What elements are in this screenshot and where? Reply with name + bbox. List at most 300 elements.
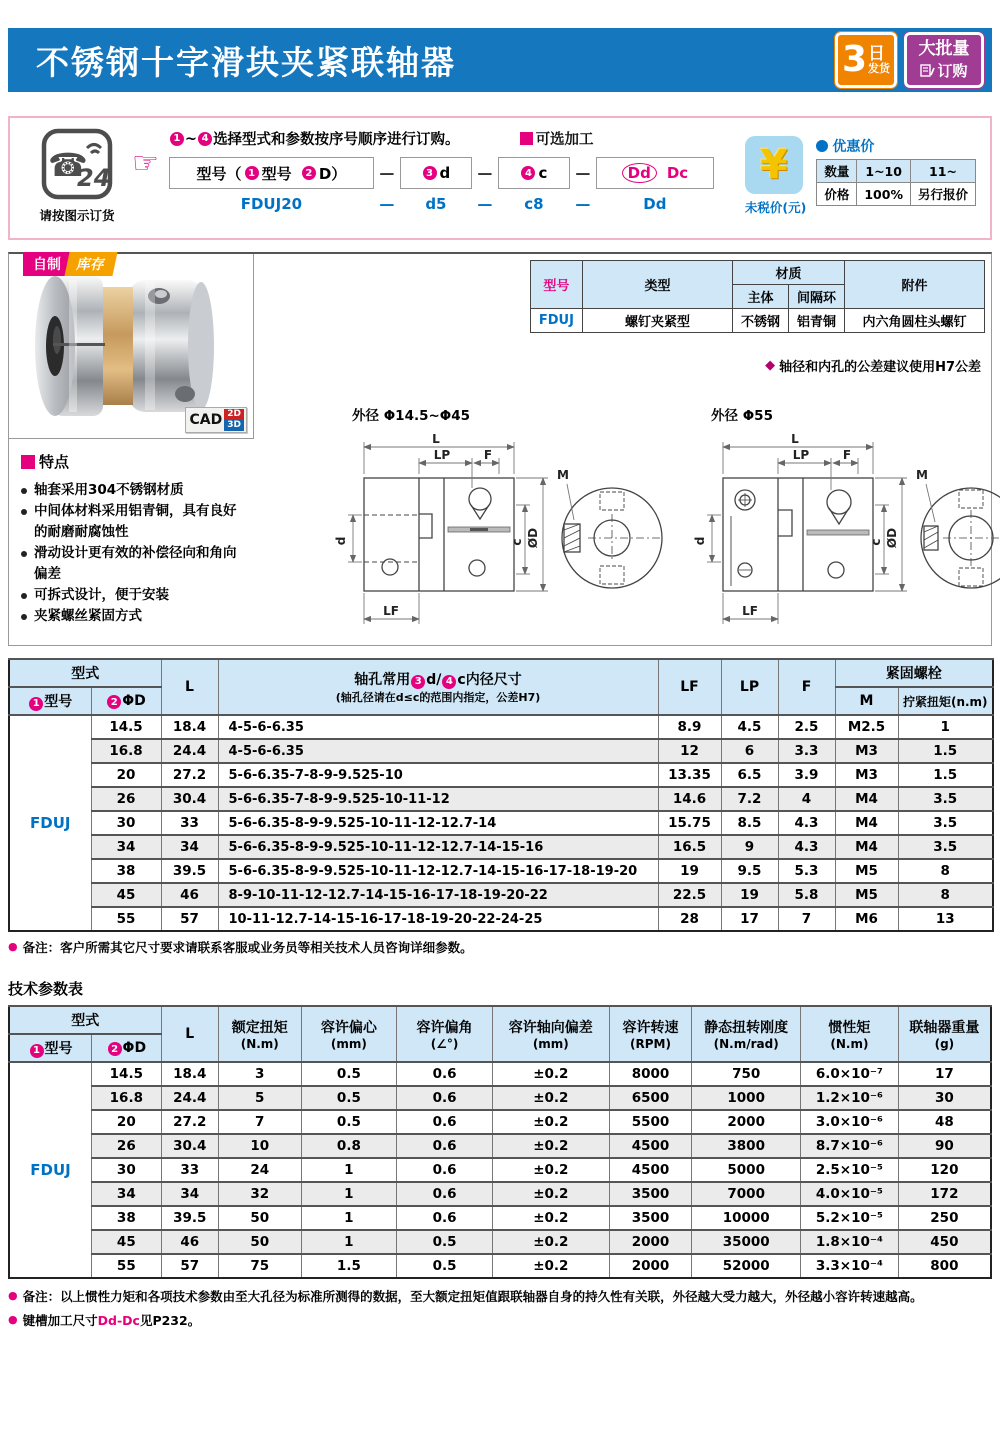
cell: 9.5 xyxy=(721,859,778,883)
example-c: c8 xyxy=(524,195,544,213)
keyway-option-box xyxy=(596,157,714,189)
table-row xyxy=(9,1230,991,1254)
example-dash: — xyxy=(379,195,395,213)
cell: 55 xyxy=(91,907,161,931)
cell: 1.2×10⁻⁶ xyxy=(801,1086,899,1110)
header-angle: 容许偏角 (∠°) xyxy=(397,1006,493,1062)
bulk-order-badge xyxy=(904,32,984,88)
header-F: F xyxy=(778,659,835,715)
price-block xyxy=(745,136,976,216)
cell: 30 xyxy=(898,1086,991,1110)
cell: 5.3 xyxy=(778,859,835,883)
pink-square-icon xyxy=(520,132,533,145)
bullet-icon: ● xyxy=(8,1289,18,1302)
note-text: 备注：客户所需其它尺寸要求请联系客服或业务员等相关技术人员咨询详细参数。 xyxy=(22,940,473,955)
table-row xyxy=(9,763,993,787)
badge-day-label: 日 xyxy=(868,43,886,64)
feature-item: 可拆式设计，便于安装 xyxy=(21,585,248,606)
cell: 18.4 xyxy=(161,1062,218,1086)
svg-text:LP: LP xyxy=(433,448,451,462)
header-L: L xyxy=(161,1006,218,1062)
cell: 16.8 xyxy=(92,1086,161,1110)
tech-table-title: 技术参数表 xyxy=(8,980,84,998)
discount-table xyxy=(816,159,976,206)
product-photo-frame xyxy=(9,254,254,439)
cell: 0.6 xyxy=(397,1182,493,1206)
cell: 3.9 xyxy=(778,763,835,787)
cell: 8000 xyxy=(609,1062,692,1086)
svg-text:LF: LF xyxy=(742,604,758,618)
cell: 38 xyxy=(91,859,161,883)
blue-dot-icon xyxy=(816,140,828,152)
yen-icon: ¥ xyxy=(745,136,803,194)
features-block xyxy=(9,439,254,626)
phone-order-block xyxy=(22,128,132,228)
spec-table xyxy=(530,260,985,333)
cell: 11~ xyxy=(910,160,975,183)
cell: 46 xyxy=(161,1230,218,1254)
cell: 4 xyxy=(778,787,835,811)
cell: 35000 xyxy=(692,1230,801,1254)
discount-price-title xyxy=(816,136,976,156)
cell: 0.5 xyxy=(397,1230,493,1254)
cell: 0.6 xyxy=(397,1086,493,1110)
table-row xyxy=(9,811,993,835)
cell: 250 xyxy=(898,1206,991,1230)
discount-title-text: 优惠价 xyxy=(832,139,875,155)
header-eccentricity: 容许偏心 (mm) xyxy=(301,1006,397,1062)
header-od: 2 ΦD xyxy=(91,687,161,715)
ship-3day-badge xyxy=(835,32,897,88)
ordering-section xyxy=(8,116,992,240)
cell: 8.9 xyxy=(658,715,721,739)
cell: 0.6 xyxy=(397,1134,493,1158)
cell: 57 xyxy=(161,907,218,931)
cell: 17 xyxy=(898,1062,991,1086)
cell: 2000 xyxy=(609,1254,692,1278)
cell: 7 xyxy=(778,907,835,931)
cell: 螺钉夹紧型 xyxy=(582,309,732,333)
cell: 数量 xyxy=(817,160,857,183)
marker-2: 2 xyxy=(302,166,316,180)
marker-3: 3 xyxy=(423,166,437,180)
cell: 39.5 xyxy=(161,859,218,883)
cell: 50 xyxy=(218,1230,301,1254)
table-row xyxy=(9,1206,991,1230)
cell: 24.4 xyxy=(161,739,218,763)
table-row xyxy=(9,883,993,907)
pink-square-icon xyxy=(21,455,35,469)
cell: 5 xyxy=(218,1086,301,1110)
marker-4: 4 xyxy=(442,675,456,689)
cell: ±0.2 xyxy=(492,1206,609,1230)
cell: 450 xyxy=(898,1230,991,1254)
header-rpm: 容许转速 (RPM) xyxy=(609,1006,692,1062)
cell: 22.5 xyxy=(658,883,721,907)
cell: 0.8 xyxy=(301,1134,397,1158)
cell: 3500 xyxy=(609,1206,692,1230)
header-inertia: 惯性矩 (N.m) xyxy=(801,1006,899,1062)
cell: 5500 xyxy=(609,1110,692,1134)
cell: 1 xyxy=(898,715,993,739)
cad-label: CAD xyxy=(189,412,223,429)
tech-note-1 xyxy=(8,1287,992,1305)
cell: 30 xyxy=(91,811,161,835)
cell: ±0.2 xyxy=(492,1134,609,1158)
cell: 1.8×10⁻⁴ xyxy=(801,1230,899,1254)
svg-text:ØD: ØD xyxy=(885,527,899,549)
cell: 4500 xyxy=(609,1134,692,1158)
cell: 5-6-6.35-8-9-9.525-10-11-12-12.7-14-15-16 xyxy=(218,835,658,859)
example-dash: — xyxy=(575,195,591,213)
table-row xyxy=(817,160,976,183)
cell: 34 xyxy=(161,835,218,859)
svg-text:c: c xyxy=(510,538,524,546)
drawing-title: 外径 Φ55 xyxy=(711,408,773,424)
table-header-row xyxy=(9,659,993,687)
model-code-box xyxy=(169,157,374,189)
cad-2d-label: 2D xyxy=(224,409,244,420)
cell: M5 xyxy=(835,883,898,907)
cell: 10 xyxy=(218,1134,301,1158)
header-LF: LF xyxy=(658,659,721,715)
spec-header-body: 主体 xyxy=(732,285,788,309)
cell: 75 xyxy=(218,1254,301,1278)
header-model: 1 型号 xyxy=(9,687,91,715)
cell: 26 xyxy=(92,1134,161,1158)
bullet-icon: ● xyxy=(8,940,18,953)
cell: 8 xyxy=(898,883,993,907)
cell: 另行报价 xyxy=(910,183,975,206)
cell: 0.6 xyxy=(397,1062,493,1086)
cell: ±0.2 xyxy=(492,1230,609,1254)
cell: M6 xyxy=(835,907,898,931)
cell: 34 xyxy=(91,835,161,859)
svg-text:L: L xyxy=(432,432,440,446)
cell: 1 xyxy=(301,1158,397,1182)
dd-option: Dd xyxy=(622,163,657,183)
cell: 27.2 xyxy=(161,763,218,787)
svg-text:F: F xyxy=(483,448,493,462)
cell: 3.5 xyxy=(898,787,993,811)
svg-text:24: 24 xyxy=(77,164,111,192)
cell: 3.0×10⁻⁶ xyxy=(801,1110,899,1134)
table-row xyxy=(9,715,993,739)
cell: 14.5 xyxy=(92,1062,161,1086)
cell: 4.3 xyxy=(778,811,835,835)
feature-item: 轴套采用304不锈钢材质 xyxy=(21,480,248,501)
table-row xyxy=(9,739,993,763)
dc-option: Dc xyxy=(666,164,689,182)
page-title: 不锈钢十字滑块夹紧联轴器 xyxy=(36,42,456,82)
cell: 120 xyxy=(898,1158,991,1182)
svg-text:ØD: ØD xyxy=(526,527,540,549)
cell: 30.4 xyxy=(161,1134,218,1158)
example-dash: — xyxy=(477,195,493,213)
dash: — xyxy=(379,164,395,182)
pointing-finger-icon: ☞ xyxy=(132,146,159,181)
box1-model: 型号 xyxy=(261,164,292,183)
header-LP: LP xyxy=(721,659,778,715)
cell: 90 xyxy=(898,1134,991,1158)
svg-text:M: M xyxy=(557,468,569,482)
technical-drawing-small xyxy=(324,404,669,645)
cell: 24.4 xyxy=(161,1086,218,1110)
cell: 3 xyxy=(218,1062,301,1086)
cell: 不锈钢 xyxy=(732,309,788,333)
model-cell: FDUJ xyxy=(9,1062,92,1278)
tech-table xyxy=(8,1005,992,1279)
note-text: 键槽加工尺寸Dd-Dc见P232。 xyxy=(22,1313,201,1328)
cell: 5-6-6.35-7-8-9-9.525-10-11-12 xyxy=(218,787,658,811)
cell: 28 xyxy=(658,907,721,931)
cell: ±0.2 xyxy=(492,1254,609,1278)
table-row xyxy=(9,859,993,883)
optional-machining-label xyxy=(520,128,594,149)
tilde: ~ xyxy=(184,130,198,147)
feature-item: 中间体材料采用铝青铜，具有良好的耐磨耐腐蚀性 xyxy=(21,501,248,543)
header-stiffness: 静态扭转刚度 (N.m/rad) xyxy=(692,1006,801,1062)
cell: 1 xyxy=(301,1230,397,1254)
optional-label-text: 可选加工 xyxy=(535,132,594,148)
cell: 0.5 xyxy=(301,1110,397,1134)
drawing-large-svg xyxy=(683,426,1000,641)
model-cell: FDUJ xyxy=(9,715,91,931)
cell: 3800 xyxy=(692,1134,801,1158)
cell: 20 xyxy=(92,1110,161,1134)
svg-text:M: M xyxy=(916,468,928,482)
table-row xyxy=(9,1158,991,1182)
cell: 0.5 xyxy=(301,1086,397,1110)
cell: 内六角圆柱头螺钉 xyxy=(845,309,985,333)
footer-notes xyxy=(8,1287,992,1329)
header-type: 型式 xyxy=(9,659,161,687)
cell: ±0.2 xyxy=(492,1086,609,1110)
table-row xyxy=(9,1134,991,1158)
cell: 14.6 xyxy=(658,787,721,811)
dash: — xyxy=(477,164,493,182)
cell: 8 xyxy=(898,859,993,883)
table-row xyxy=(530,309,984,333)
marker-4: 4 xyxy=(521,166,535,180)
cell: 2000 xyxy=(609,1230,692,1254)
header-bolt: 紧固螺栓 xyxy=(835,659,993,687)
bore-d-box xyxy=(400,157,472,189)
marker-1: 1 xyxy=(245,166,259,180)
cell: 8.5 xyxy=(721,811,778,835)
table-row xyxy=(817,183,976,206)
order-instruction: 选择型式和参数按序号顺序进行订购。 xyxy=(213,132,460,148)
cell: ±0.2 xyxy=(492,1158,609,1182)
cell: M2.5 xyxy=(835,715,898,739)
table-row xyxy=(9,835,993,859)
cell: 0.6 xyxy=(397,1110,493,1134)
cell: 1000 xyxy=(692,1086,801,1110)
cell: 3.5 xyxy=(898,811,993,835)
dash: — xyxy=(575,164,591,182)
cell: 4.0×10⁻⁵ xyxy=(801,1182,899,1206)
cad-badge xyxy=(185,407,247,433)
cell: 45 xyxy=(91,883,161,907)
cell: 13.35 xyxy=(658,763,721,787)
table-row xyxy=(9,1086,991,1110)
cell: M3 xyxy=(835,739,898,763)
features-title: 特点 xyxy=(39,453,70,471)
technical-drawing-large xyxy=(683,404,1000,645)
table-row xyxy=(9,787,993,811)
svg-text:d: d xyxy=(693,536,707,546)
svg-text:LF: LF xyxy=(383,604,399,618)
cell: 52000 xyxy=(692,1254,801,1278)
header-torque: 拧紧扭矩(n.m) xyxy=(898,687,993,715)
cell: 1.5 xyxy=(898,739,993,763)
cell: 34 xyxy=(92,1182,161,1206)
cell: 4500 xyxy=(609,1158,692,1182)
cell: 12 xyxy=(658,739,721,763)
phone-caption: 请按图示订货 xyxy=(39,208,115,223)
cell: 0.6 xyxy=(397,1206,493,1230)
bullet-icon: ● xyxy=(8,1313,18,1326)
cell: 800 xyxy=(898,1254,991,1278)
cell: M3 xyxy=(835,763,898,787)
step-4-marker: 4 xyxy=(198,132,212,146)
header-weight: 联轴器重量 (g) xyxy=(898,1006,991,1062)
cell: 1 xyxy=(301,1206,397,1230)
cell: 16.5 xyxy=(658,835,721,859)
spec-header-accessory: 附件 xyxy=(845,261,985,309)
cell: 6 xyxy=(721,739,778,763)
header-bores: 轴孔常用 3 d/ 4 c内径尺寸 (轴孔径请在d≤c的范围内指定，公差H7) xyxy=(218,659,658,715)
cell: 38 xyxy=(92,1206,161,1230)
bulk-order-label: 订购 xyxy=(937,61,968,80)
cell: 6500 xyxy=(609,1086,692,1110)
cell: 33 xyxy=(161,811,218,835)
cell: 4-5-6-6.35 xyxy=(218,739,658,763)
cell: M4 xyxy=(835,787,898,811)
badge-number: 3 xyxy=(841,39,868,80)
cell: 5-6-6.35-8-9-9.525-10-11-12-12.7-14-15-16-17-18-19-20 xyxy=(218,859,658,883)
cell: 5-6-6.35-8-9-9.525-10-11-12-12.7-14 xyxy=(218,811,658,835)
header-badges xyxy=(835,32,984,88)
cell: 3.3 xyxy=(778,739,835,763)
cell: 6.0×10⁻⁷ xyxy=(801,1062,899,1086)
price-caption: 未税价(元) xyxy=(744,200,807,215)
cell: 价格 xyxy=(817,183,857,206)
svg-text:d: d xyxy=(334,536,348,546)
cell: 10-11-12.7-14-15-16-17-18-19-20-22-24-25 xyxy=(218,907,658,931)
cell: 5.2×10⁻⁵ xyxy=(801,1206,899,1230)
marker-3: 3 xyxy=(411,675,425,689)
self-made-flag: 自制 xyxy=(23,252,71,276)
cell: M4 xyxy=(835,811,898,835)
cell: 8-9-10-11-12-12.7-14-15-16-17-18-19-20-22 xyxy=(218,883,658,907)
cell: 17 xyxy=(721,907,778,931)
cell: 1 xyxy=(301,1182,397,1206)
cell: 8.7×10⁻⁶ xyxy=(801,1134,899,1158)
example-d: d5 xyxy=(425,195,447,213)
table-header-row xyxy=(9,1006,991,1034)
cell: 15.75 xyxy=(658,811,721,835)
page-header xyxy=(8,28,992,92)
table-row xyxy=(9,1254,991,1278)
cell: 4.3 xyxy=(778,835,835,859)
header-type: 型式 xyxy=(9,1006,161,1034)
cell: 2000 xyxy=(692,1110,801,1134)
cell: 0.5 xyxy=(397,1254,493,1278)
box3-label: c xyxy=(538,164,548,182)
step-1-marker: 1 xyxy=(170,132,184,146)
cell: 19 xyxy=(721,883,778,907)
cell: 30.4 xyxy=(161,787,218,811)
tolerance-note-text: 轴径和内孔的公差建议使用H7公差 xyxy=(779,360,981,375)
header-L: L xyxy=(161,659,218,715)
svg-text:F: F xyxy=(842,448,852,462)
cell: 48 xyxy=(898,1110,991,1134)
dimension-table xyxy=(8,658,994,932)
cell: 13 xyxy=(898,907,993,931)
cell: 6.5 xyxy=(721,763,778,787)
part-number-builder xyxy=(169,128,714,228)
bore-c-box xyxy=(498,157,570,189)
box2-label: d xyxy=(439,164,451,182)
example-code: FDUJ20 xyxy=(240,195,303,213)
cell: 14.5 xyxy=(91,715,161,739)
cell: M5 xyxy=(835,859,898,883)
cell: ±0.2 xyxy=(492,1062,609,1086)
cell: 30 xyxy=(92,1158,161,1182)
cell: 0.6 xyxy=(397,1158,493,1182)
cell: 3.3×10⁻⁴ xyxy=(801,1254,899,1278)
spec-model: FDUJ xyxy=(530,309,582,333)
note-text: 备注：以上惯性力矩和各项技术参数由至大孔径为标准所测得的数据，至大额定扭矩值跟联轴器自身的持久性有关联，外径越大受力越大，外径越小容许转速越高。 xyxy=(22,1289,923,1304)
cell: 3500 xyxy=(609,1182,692,1206)
cell: 24 xyxy=(218,1158,301,1182)
product-section xyxy=(8,252,992,646)
cell: 18.4 xyxy=(161,715,218,739)
cell: ±0.2 xyxy=(492,1110,609,1134)
tolerance-note xyxy=(765,356,981,375)
cell: 2.5×10⁻⁵ xyxy=(801,1158,899,1182)
drawing-title: 外径 Φ14.5~Φ45 xyxy=(352,408,471,424)
table-row xyxy=(9,907,993,931)
cell: 172 xyxy=(898,1182,991,1206)
cell: 39.5 xyxy=(161,1206,218,1230)
cell: 50 xyxy=(218,1206,301,1230)
cell: 55 xyxy=(92,1254,161,1278)
cell: 750 xyxy=(692,1062,801,1086)
cell: 7.2 xyxy=(721,787,778,811)
svg-text:c: c xyxy=(869,538,883,546)
header-M: M xyxy=(835,687,898,715)
cell: 1.5 xyxy=(898,763,993,787)
cell: 5.8 xyxy=(778,883,835,907)
cell: M4 xyxy=(835,835,898,859)
cell: 57 xyxy=(161,1254,218,1278)
keyway-page-ref: Dd-Dc xyxy=(97,1313,140,1328)
cell: 2.5 xyxy=(778,715,835,739)
table-row xyxy=(9,1062,991,1086)
header-od: 2 ΦD xyxy=(92,1034,161,1062)
cell: 5-6-6.35-7-8-9-9.525-10 xyxy=(218,763,658,787)
cell: 33 xyxy=(161,1158,218,1182)
cell: 5000 xyxy=(692,1158,801,1182)
badge-ship-label: 发货 xyxy=(868,62,891,76)
table-row xyxy=(9,1182,991,1206)
cell: 4-5-6-6.35 xyxy=(218,715,658,739)
box1-prefix: 型号（ xyxy=(196,164,242,183)
cell: 7000 xyxy=(692,1182,801,1206)
header-axial: 容许轴向偏差 (mm) xyxy=(492,1006,609,1062)
